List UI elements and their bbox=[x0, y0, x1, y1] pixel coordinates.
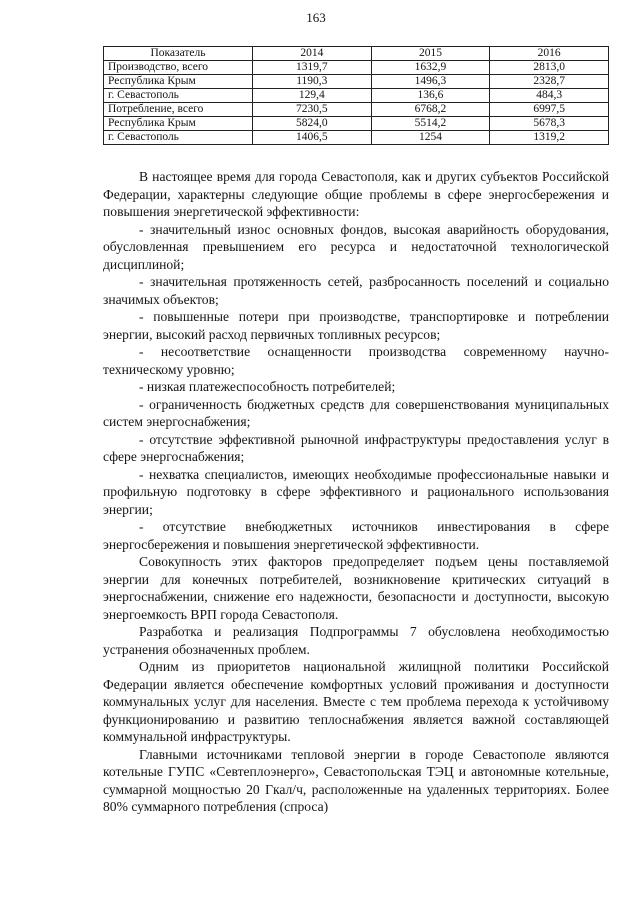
paragraph-heat-sources: Главными источниками тепловой энергии в городе Севастополе являются котельные ГУПС «Севтеплоэнерго», Севастопольская ТЭЦ и автономные котельные, суммарной мощностью 20 Гкал/ч, расположенные на удаленных территориях. Более 80% суммарного потребления (спроса) bbox=[103, 746, 609, 814]
table-cell: 129,4 bbox=[253, 89, 372, 103]
table-cell: 1254 bbox=[371, 131, 490, 145]
row-label: Республика Крым bbox=[104, 117, 253, 131]
column-header-2015: 2015 bbox=[371, 47, 490, 61]
table-cell: 1319,2 bbox=[490, 131, 609, 145]
column-header-2016: 2016 bbox=[490, 47, 609, 61]
list-item: - отсутствие эффективной рыночной инфраструктуры предоставления услуг в сфере энергоснабжения; bbox=[103, 431, 609, 464]
table-row bbox=[104, 89, 609, 103]
row-label: г. Севастополь bbox=[104, 89, 253, 103]
table-row bbox=[104, 131, 609, 145]
table-cell: 2813,0 bbox=[490, 61, 609, 75]
table-cell: 1632,9 bbox=[371, 61, 490, 75]
row-label: Производство, всего bbox=[104, 61, 253, 75]
table-cell: 2328,7 bbox=[490, 75, 609, 89]
list-item: - низкая платежеспособность потребителей; bbox=[139, 379, 396, 394]
column-header-2014: 2014 bbox=[253, 47, 372, 61]
table-cell: 6768,2 bbox=[371, 103, 490, 117]
table-row bbox=[104, 61, 609, 75]
paragraph-factors: Совокупность этих факторов предопределяет подъем цены поставляемой энергии для конечных потребителей, возникновение критических ситуаций в энергоснабжении, снижение его надежности, безопасности и доступности, высокую энергоемкость ВРП города Севастополя. bbox=[103, 554, 609, 622]
list-item: - ограниченность бюджетных средств для совершенствования муниципальных систем энергоснабжения; bbox=[103, 396, 609, 429]
table-cell: 7230,5 bbox=[253, 103, 372, 117]
energy-table bbox=[103, 46, 609, 145]
list-item: - несоответствие оснащенности производства современному научно-техническому уровню; bbox=[103, 344, 609, 377]
table-row bbox=[104, 75, 609, 89]
row-label: г. Севастополь bbox=[104, 131, 253, 145]
row-label: Потребление, всего bbox=[104, 103, 253, 117]
table-cell: 1319,7 bbox=[253, 61, 372, 75]
table-cell: 1406,5 bbox=[253, 131, 372, 145]
row-label: Республика Крым bbox=[104, 75, 253, 89]
list-item: - нехватка специалистов, имеющих необходимые профессиональные навыки и профильную подготовку в сфере эффективного и рационального использования энергии; bbox=[103, 466, 609, 517]
list-item: - значительная протяженность сетей, разбросанность поселений и социально значимых объектов; bbox=[103, 274, 609, 307]
paragraph-housing-policy: Одним из приоритетов национальной жилищной политики Российской Федерации является обеспечение комфортных условий проживания и доступности коммунальных услуг для населения. Вместе с тем проблема перехода к устойчивому функционированию и развитию теплоснабжения является важной составляющей коммунальной инфраструктуры. bbox=[103, 659, 609, 744]
paragraph-intro: В настоящее время для города Севастополя, как и других субъектов Российской Федерации, характерны следующие общие проблемы в сфере энергосбережения и повышения энергетической эффективности: bbox=[103, 169, 609, 219]
table-cell: 136,6 bbox=[371, 89, 490, 103]
table-cell: 484,3 bbox=[490, 89, 609, 103]
table-cell: 5514,2 bbox=[371, 117, 490, 131]
body-text bbox=[103, 168, 609, 816]
list-item: - значительный износ основных фондов, высокая аварийность оборудования, обусловленная превышением его ресурса и недостаточной технологической дисциплиной; bbox=[103, 221, 609, 272]
table-cell: 5678,3 bbox=[490, 117, 609, 131]
table-header-row bbox=[104, 47, 609, 61]
table-cell: 6997,5 bbox=[490, 103, 609, 117]
page-number: 163 bbox=[306, 10, 326, 25]
column-header-indicator: Показатель bbox=[104, 47, 253, 61]
list-item: - отсутствие внебюджетных источников инвестирования в сфере энергосбережения и повышения энергетической эффективности. bbox=[103, 519, 609, 552]
table-cell: 5824,0 bbox=[253, 117, 372, 131]
list-item: - повышенные потери при производстве, транспортировке и потреблении энергии, высокий расход первичных топливных ресурсов; bbox=[103, 309, 609, 342]
paragraph-subprogram: Разработка и реализация Подпрограммы 7 обусловлена необходимостью устранения обозначенных проблем. bbox=[103, 624, 609, 657]
table-cell: 1496,3 bbox=[371, 75, 490, 89]
table-row bbox=[104, 117, 609, 131]
table-cell: 1190,3 bbox=[253, 75, 372, 89]
table-row bbox=[104, 103, 609, 117]
